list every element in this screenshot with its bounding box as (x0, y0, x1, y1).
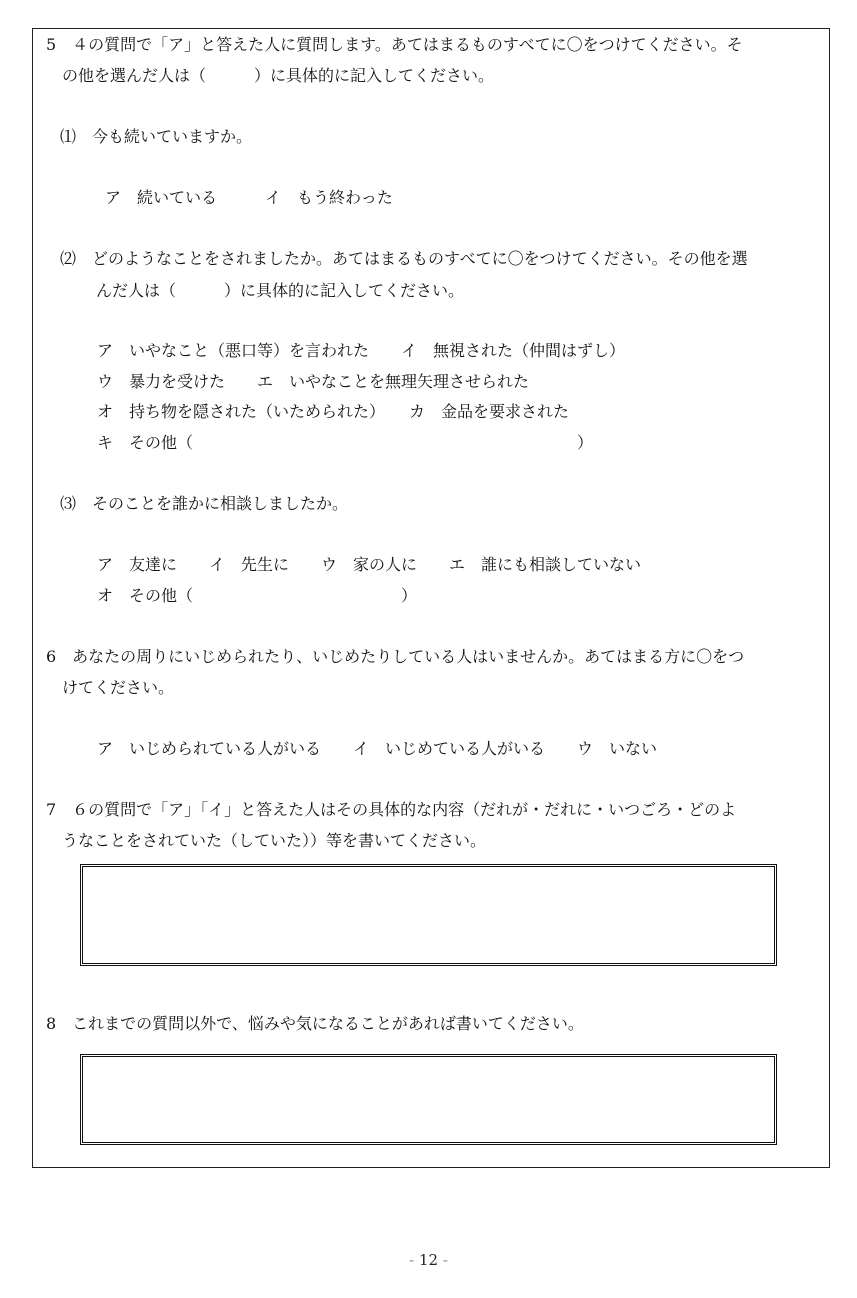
q6-text-line2: けてください。 (62, 678, 175, 697)
q7-text-line2: うなことをされていた（していた））等を書いてください。 (62, 831, 487, 850)
q5-text-line1: 5 ４の質問で「ア」と答えた人に質問します。あてはまるものすべてに〇をつけてください。そ (46, 35, 743, 54)
q5-sub3-option-row2: オ その他（ ） (97, 586, 418, 605)
q5-sub3-question: ⑶ そのことを誰かに相談しましたか。 (60, 494, 349, 513)
q5-sub2-option-row4: キ その他（ ） (97, 433, 594, 452)
q5-sub3-option-row1: ア 友達に イ 先生に ウ 家の人に エ 誰にも相談していない (97, 555, 642, 574)
q7-text-line1: 7 ６の質問で「ア」「イ」と答えた人はその具体的な内容（だれが・だれに・いつごろ・どのよ (46, 800, 737, 819)
q5-sub1-options: ア 続いている イ もう終わった (105, 188, 393, 207)
q5-sub1-question: ⑴ 今も続いていますか。 (60, 127, 253, 146)
q5-sub2-question-line2: んだ人は（ ）に具体的に記入してください。 (96, 281, 465, 300)
q5-sub2-question-line1: ⑵ どのようなことをされましたか。あてはまるものすべてに〇をつけてください。その他を選 (60, 249, 748, 268)
page-number-value: 12 (418, 1251, 439, 1269)
q5-text-line2: の他を選んだ人は（ ）に具体的に記入してください。 (62, 66, 495, 85)
q7-answer-box[interactable] (80, 864, 777, 966)
q5-sub2-option-row1: ア いやなこと（悪口等）を言われた イ 無視された（仲間はずし） (97, 341, 626, 360)
q5-sub2-option-row2: ウ 暴力を受けた エ いやなことを無理矢理させられた (97, 372, 530, 391)
q5-sub2-option-row3: オ 持ち物を隠された（いためられた） カ 金品を要求された (97, 402, 570, 421)
page-number: - 12 - (409, 1251, 448, 1269)
q6-options: ア いじめられている人がいる イ いじめている人がいる ウ いない (97, 739, 658, 758)
q8-answer-box[interactable] (80, 1054, 777, 1145)
q6-text-line1: 6 あなたの周りにいじめられたり、いじめたりしている人はいませんか。あてはまる方に〇をつ (46, 647, 745, 666)
q8-text-line1: 8 これまでの質問以外で、悩みや気になることがあれば書いてください。 (46, 1014, 584, 1033)
